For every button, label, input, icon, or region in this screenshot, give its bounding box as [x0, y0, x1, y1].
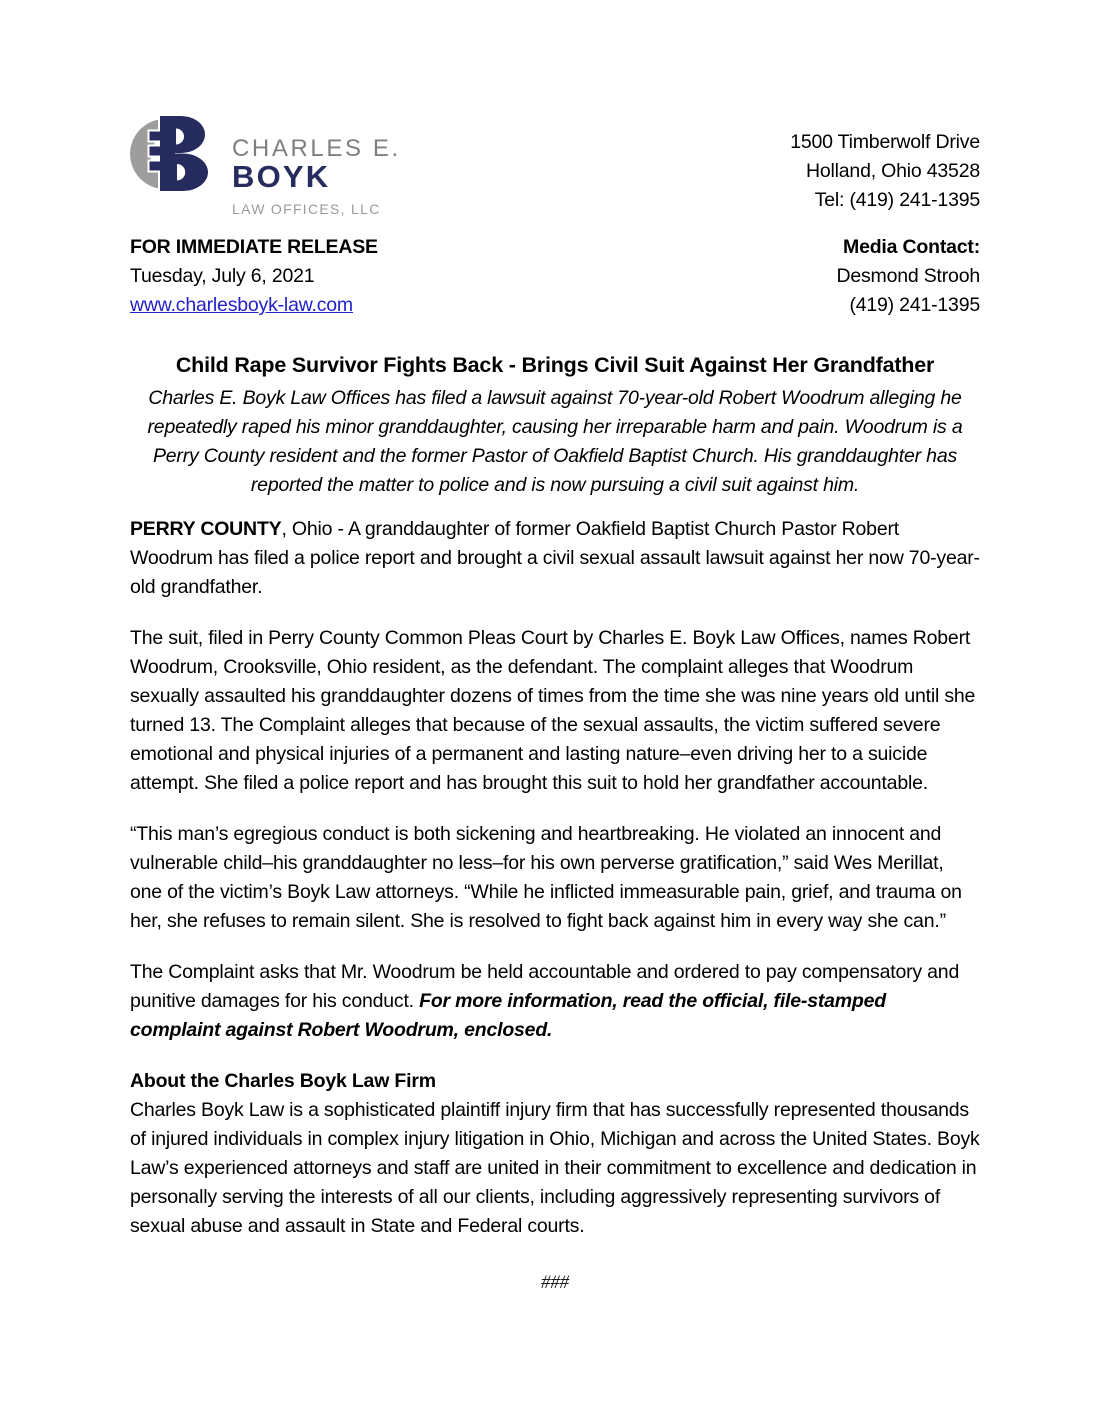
paragraph-dateline — [130, 515, 980, 602]
office-address — [790, 116, 980, 215]
complaint-callout: For more information, read the official, file-stamped complaint against Robert Woodrum, enclosed. — [130, 990, 886, 1042]
firm-name-block — [232, 116, 401, 217]
dateline-text: , Ohio - A granddaughter of former Oakfield Baptist Church Pastor Robert Woodrum has filed a police report and brought a civil sexual assault lawsuit against her now 70-year-old grandfather. — [130, 518, 980, 599]
paragraph-attorney-quote: “This man’s egregious conduct is both sickening and heartbreaking. He violated an innocent and vulnerable child–his granddaughter no less–for his own perverse gratification,” said Wes Merillat, one of the victim’s Boyk Law attorneys. “While he inflicted immeasurable pain, grief, and trauma on her, she refuses to remain silent. She is resolved to fight back against him in every way she can.” — [130, 823, 962, 933]
subheadline: Charles E. Boyk Law Offices has filed a lawsuit against 70-year-old Robert Woodrum alleging he repeatedly raped his minor granddaughter, causing her irreparable harm and pain. Woodrum is a Perry County resident and the former Pastor of Oakfield Baptist Church. His granddaughter has reported the matter to police and is now pursuing a civil suit against him. — [147, 387, 963, 497]
paragraph-complaint — [130, 958, 980, 1045]
release-date: Tuesday, July 6, 2021 — [130, 265, 315, 288]
firm-name-top: CHARLES E. — [232, 135, 401, 162]
letterhead — [130, 116, 980, 217]
paragraph-suit-details: The suit, filed in Perry County Common Pleas Court by Charles E. Boyk Law Offices, names Robert Woodrum, Crooksville, Ohio resident, as the defendant. The complaint alleges that Woodrum sexually assaulted his granddaughter dozens of times from the time she was nine years old until she turned 13. The Complaint alleges that because of the sexual assaults, the victim suffered severe emotional and physical injuries of a permanent and lasting nature–even driving her to a suicide attempt. She filed a police report and has brought this suit to hold her grandfather accountable. — [130, 627, 976, 795]
media-contact-phone: (419) 241-1395 — [849, 294, 980, 317]
about-paragraph: Charles Boyk Law is a sophisticated plaintiff injury firm that has successfully represented thousands of injured individuals in complex injury litigation in Ohio, Michigan and across the United States. Boyk Law’s experienced attorneys and staff are united in their commitment to excellence and dedication in personally serving the interests of all our clients, including aggressively representing survivors of sexual abuse and assault in State and Federal courts. — [130, 1099, 980, 1238]
address-line-phone: Tel: (419) 241-1395 — [814, 189, 980, 211]
release-block — [130, 233, 378, 320]
firm-tagline: LAW OFFICES, LLC — [232, 201, 381, 218]
dateline-location: PERRY COUNTY — [130, 518, 282, 541]
firm-name-bottom: BOYK — [232, 159, 331, 195]
website-link[interactable]: www.charlesboyk-law.com — [130, 294, 353, 317]
press-release-end-mark: ### — [541, 1272, 569, 1294]
release-info-row — [130, 233, 980, 320]
firm-logo — [130, 116, 401, 217]
complaint-text: The Complaint asks that Mr. Woodrum be held accountable and ordered to pay compensatory and punitive damages for his conduct. — [130, 961, 960, 1013]
media-contact-name: Desmond Strooh — [836, 265, 980, 288]
media-contact-label: Media Contact: — [843, 236, 980, 259]
about-heading: About the Charles Boyk Law Firm — [130, 1070, 436, 1093]
release-label: FOR IMMEDIATE RELEASE — [130, 236, 378, 259]
address-line-street: 1500 Timberwolf Drive — [790, 131, 980, 153]
media-contact-block — [836, 233, 980, 320]
cb-monogram-icon — [130, 116, 212, 196]
address-line-city: Holland, Ohio 43528 — [806, 160, 980, 182]
headline: Child Rape Survivor Fights Back - Brings Civil Suit Against Her Grandfather — [175, 353, 935, 378]
